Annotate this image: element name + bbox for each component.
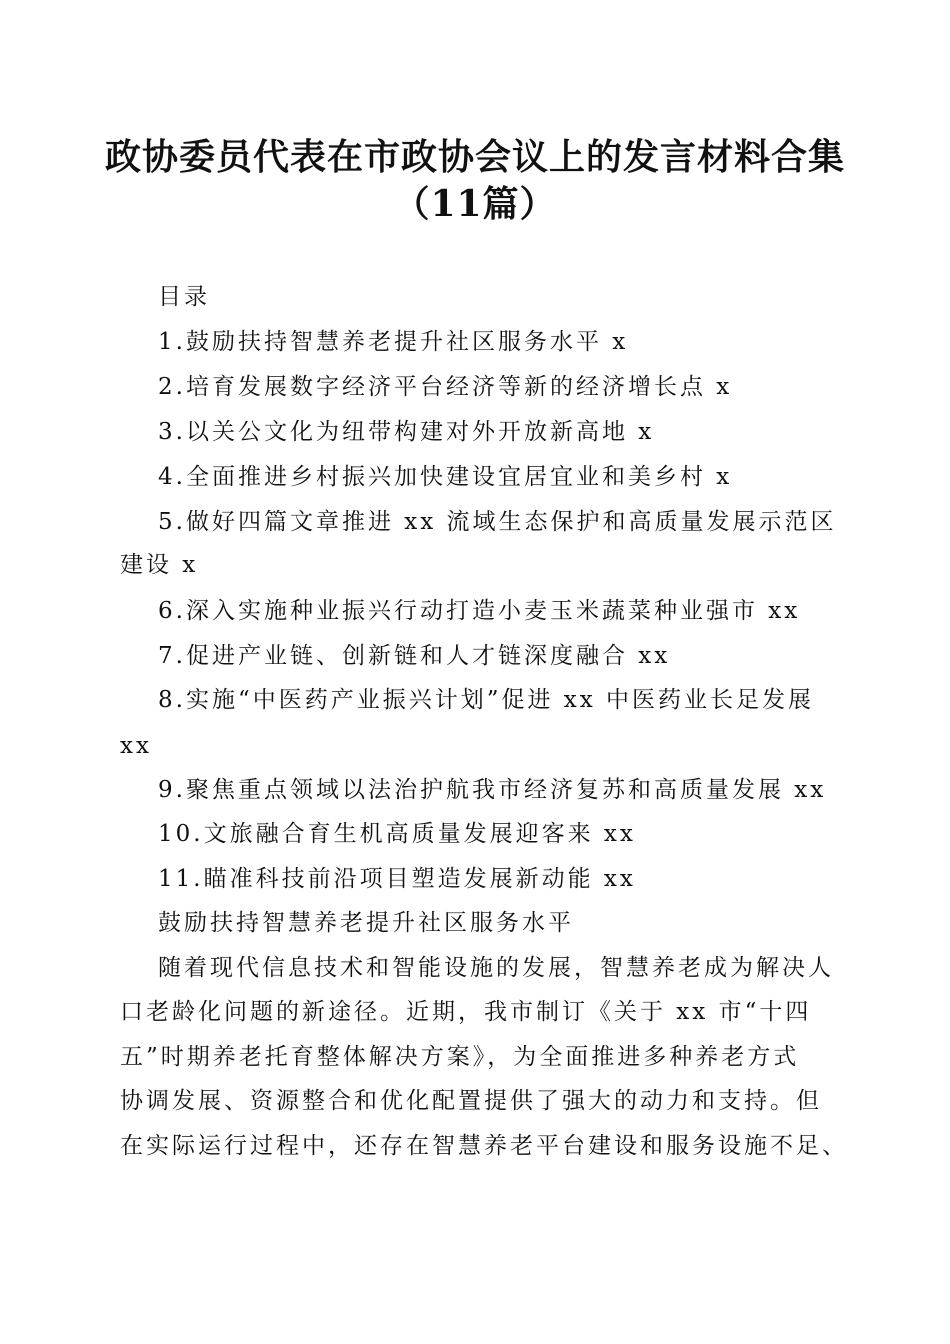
toc-item-3: 3.以关公文化为纽带构建对外开放新高地 x	[158, 419, 655, 445]
toc-item-1: 1.鼓励扶持智慧养老提升社区服务水平 x	[158, 329, 629, 355]
body-line-3: 五”时期养老托育整体解决方案》，为全面推进多种养老方式	[120, 1044, 800, 1070]
body-line-1: 随着现代信息技术和智能设施的发展，智慧养老成为解决人	[158, 955, 834, 981]
toc-item-10: 10.文旅融合育生机高质量发展迎客来 xx	[158, 821, 636, 847]
toc-heading: 目录	[158, 284, 210, 310]
toc-item-7: 7.促进产业链、创新链和人才链深度融合 xx	[158, 643, 671, 669]
toc-item-5-continued: 建设 x	[120, 552, 199, 578]
toc-item-11: 11.瞄准科技前沿项目塑造发展新动能 xx	[158, 866, 636, 892]
section-title: 鼓励扶持智慧养老提升社区服务水平	[158, 910, 574, 936]
body-line-2: 口老龄化问题的新途径。近期，我市制订《关于 xx 市“十四	[120, 999, 812, 1025]
toc-item-5: 5.做好四篇文章推进 xx 流域生态保护和高质量发展示范区	[158, 509, 837, 535]
toc-item-4: 4.全面推进乡村振兴加快建设宜居宜业和美乡村 x	[158, 464, 733, 490]
toc-item-6: 6.深入实施种业振兴行动打造小麦玉米蔬菜种业强市 xx	[158, 598, 801, 624]
document-title-count: （11篇）	[393, 183, 557, 225]
toc-item-8: 8.实施“中医药产业振兴计划”促进 xx 中医药业长足发展	[158, 687, 815, 713]
document-title: 政协委员代表在市政协会议上的发言材料合集	[104, 136, 845, 178]
body-line-4: 协调发展、资源整合和优化配置提供了强大的动力和支持。但	[120, 1088, 822, 1114]
toc-item-8-continued: xx	[120, 733, 152, 759]
toc-item-2: 2.培育发展数字经济平台经济等新的经济增长点 x	[158, 374, 733, 400]
toc-item-9: 9.聚焦重点领域以法治护航我市经济复苏和高质量发展 xx	[158, 777, 827, 803]
body-line-5: 在实际运行过程中，还存在智慧养老平台建设和服务设施不足、	[120, 1133, 848, 1159]
